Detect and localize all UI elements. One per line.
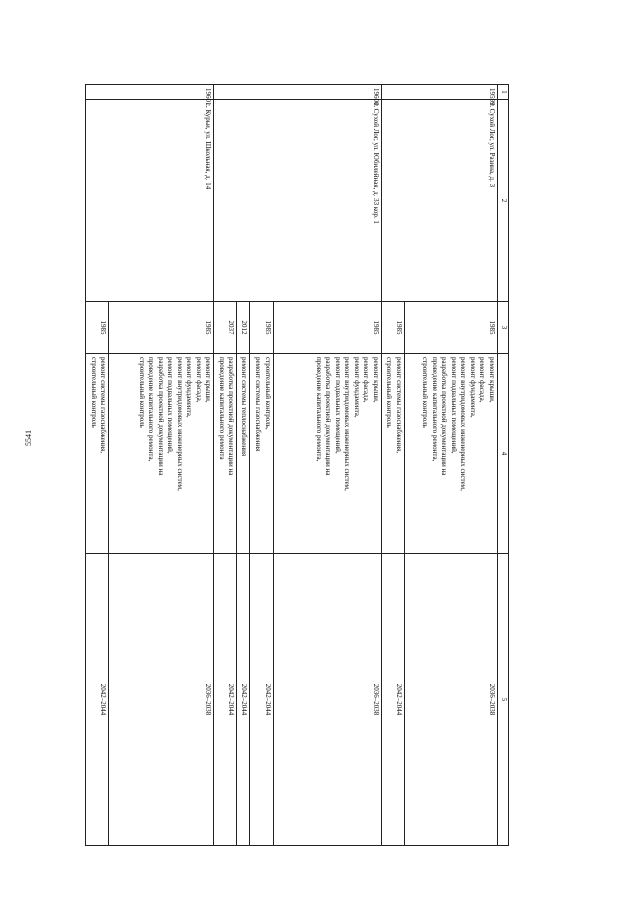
works-cell: ремонт крыши, ремонт фасада, ремонт фундамента, ремонт внутридомовых инженерных систем, ремонт подвальных помещений, разработка проектной документации на проведение капитального ремонта, [273,354,381,554]
works-cell: ремонт крыши, ремонт фасада, ремонт фундамента, ремонт внутридомовых инженерных систем, ремонт подвальных помещений, разработка проектной документации на проведение капитального ремонта, строительный контроль [404,354,497,554]
period-cell: 2036–2038 [404,554,497,846]
period-cell: 2036–2038 [109,554,214,846]
table-row [273,85,381,846]
works-cell: разработка проектной документации на проведение капитального ремонта [214,354,237,554]
table-row [109,85,214,846]
period-cell: 2042–2044 [237,554,250,846]
row-number: 19600. [214,85,382,100]
year-cell: 1985 [404,302,497,354]
year-cell: 2037 [214,302,237,354]
period-cell: 2036–2038 [273,554,381,846]
year-cell: 1985 [109,302,214,354]
address-cell: г. Сухой Лог, ул. Разина, д. 3 [381,100,497,302]
year-cell: 2012 [237,302,250,354]
works-cell: ремонт системы теплоснабжения [237,354,250,554]
row-number: 19599. [381,85,497,100]
header-col-4: 4 [497,354,508,554]
table-row [404,85,497,846]
period-cell: 2042–2044 [381,554,404,846]
year-cell: 1985 [273,302,381,354]
repair-schedule-table [85,84,509,846]
works-cell: ремонт системы газоснабжения, строительный контроль [86,354,109,554]
header-col-2: 2 [497,100,508,302]
works-cell: ремонт крыши, ремонт фасада, ремонт фундамента, ремонт внутридомовых инженерных систем, ремонт подвальных помещений, разработка проектной документации на проведение капитального ремонта, строительный контроль [109,354,214,554]
works-cell: ремонт системы газоснабжения, строительный контроль [381,354,404,554]
address-cell: с. Курьи, ул. Школьная, д. 14 [86,100,214,302]
page-number: 5541 [24,430,33,446]
header-row [497,85,508,846]
address-cell: г. Сухой Лог, ул. Юбилейная, д. 33 кор. 1 [214,100,382,302]
year-cell: 1985 [381,302,404,354]
works-cell: строительный контроль, ремонт системы газоснабжения [250,354,273,554]
period-cell: 2042–2044 [250,554,273,846]
year-cell: 1985 [86,302,109,354]
period-cell: 2042–2044 [214,554,237,846]
year-cell: 1985 [250,302,273,354]
header-col-1: 1 [497,85,508,100]
header-col-5: 5 [497,554,508,846]
header-col-3: 3 [497,302,508,354]
period-cell: 2042–2044 [86,554,109,846]
row-number: 19601. [86,85,214,100]
